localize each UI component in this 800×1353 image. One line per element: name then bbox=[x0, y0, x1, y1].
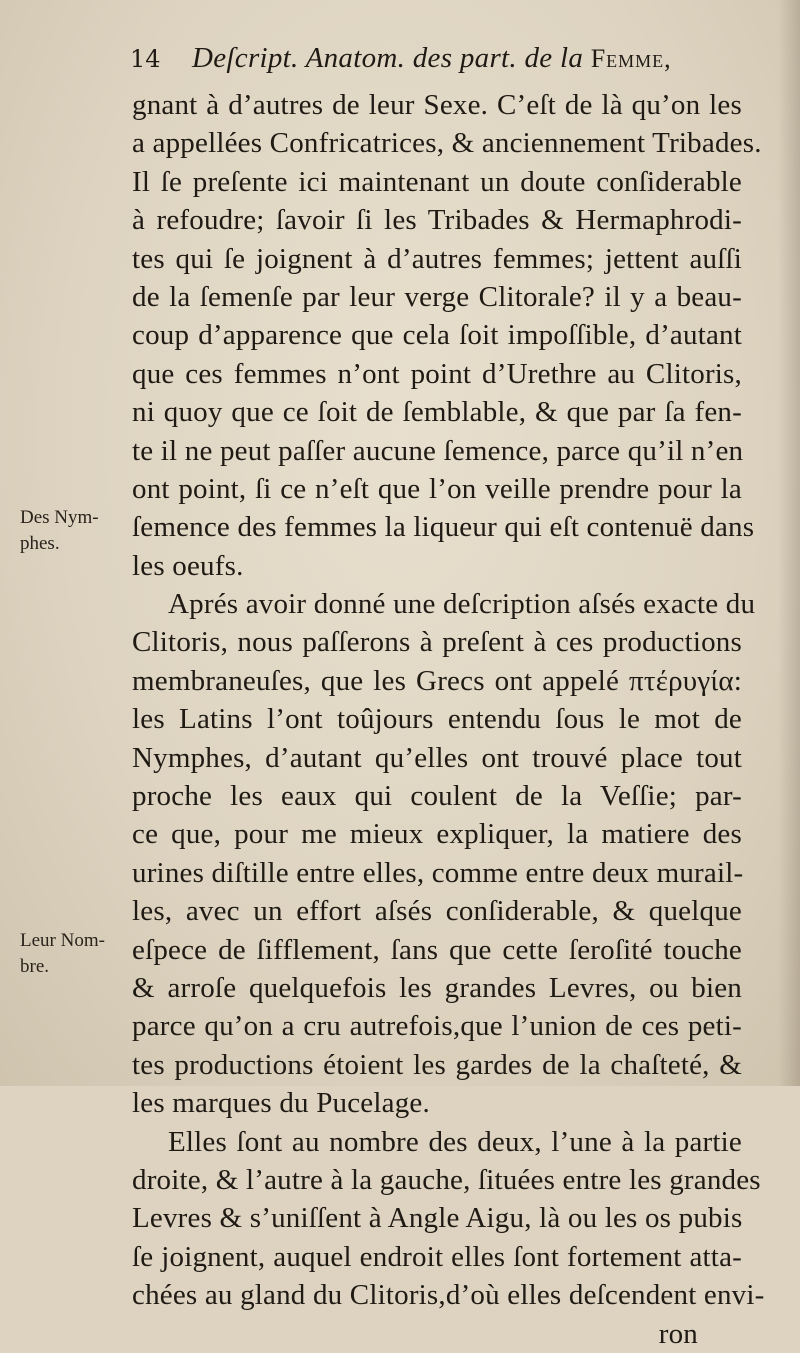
page-number: 14 bbox=[130, 45, 161, 73]
text-line: coup d’apparence que cela ſoit impoſſible, d’autant bbox=[132, 319, 742, 352]
text-line: membraneuſes, que les Grecs ont appelé πτέρυγία: bbox=[132, 664, 742, 697]
text-line: eſpece de ſifflement, ſans que cette ſeroſité touche bbox=[132, 933, 742, 966]
text-line: chées au gland du Clitoris,d’où elles deſcendent envi- bbox=[132, 1279, 765, 1312]
text-line: proche les eaux qui coulent de la Veſſie; par- bbox=[132, 780, 742, 813]
margin-note-line: Des Nym- bbox=[20, 507, 99, 528]
text-line: droite, & l’autre à la gauche, ſituées entre les grandes bbox=[132, 1163, 761, 1196]
margin-note-line: phes. bbox=[20, 533, 60, 554]
text-line: de la ſemenſe par leur verge Clitorale? il y a beau- bbox=[132, 280, 742, 313]
catchword: ron bbox=[658, 1317, 698, 1350]
text-line: Levres & s’uniſſent à Angle Aigu, là ou les os pubis bbox=[132, 1202, 743, 1235]
paragraph-start-line: Aprés avoir donné une deſcription aſsés exacte du bbox=[168, 588, 756, 621]
text-line: te il ne peut paſſer aucune ſemence, parce qu’il n’en bbox=[132, 434, 744, 467]
text-line: & arroſe quelquefois les grandes Levres, ou bien bbox=[132, 971, 742, 1004]
text-line: Clitoris, nous paſſerons à preſent à ces productions bbox=[132, 626, 742, 659]
text-line: les Latins l’ont toûjours entendu ſous le mot de bbox=[132, 703, 742, 736]
text-line: tes productions étoient les gardes de la chaſteté, & bbox=[132, 1048, 742, 1081]
text-line: ſemence des femmes la liqueur qui eſt contenuë dans bbox=[132, 511, 755, 544]
text-line: les oeufs. bbox=[132, 549, 244, 582]
text-line: tes qui ſe joignent à d’autres femmes; jettent auſſi bbox=[132, 242, 742, 275]
text-line: parce qu’on a cru autrefois,que l’union de ces peti- bbox=[132, 1010, 742, 1043]
margin-note-line: bre. bbox=[20, 956, 50, 977]
body-text bbox=[132, 86, 765, 1353]
text-line: ni quoy que ce ſoit de ſemblable, & que par ſa fen- bbox=[132, 396, 742, 429]
margin-note-line: Leur Nom- bbox=[20, 930, 105, 951]
text-line: urines diſtille entre elles, comme entre deux murail- bbox=[132, 856, 744, 889]
page-header bbox=[130, 38, 730, 78]
text-line: Nymphes, d’autant qu’elles ont trouvé place tout bbox=[132, 741, 742, 774]
text-line: Il ſe preſente ici maintenant un doute conſiderable bbox=[132, 165, 742, 198]
text-line: que ces femmes n’ont point d’Urethre au Clitoris, bbox=[132, 357, 742, 390]
running-title-text: Deſcript. Anatom. des part. de la bbox=[192, 42, 591, 74]
running-title bbox=[192, 42, 672, 74]
text-line: a appellées Confricatrices, & anciennement Tribades. bbox=[132, 127, 762, 160]
text-line: gnant à d’autres de leur Sexe. C’eſt de là qu’on les bbox=[132, 89, 742, 121]
running-title-caps: Femme, bbox=[590, 44, 672, 73]
text-line: ſe joignent, auquel endroit elles ſont fortement atta- bbox=[132, 1240, 742, 1273]
text-line: ce que, pour me mieux expliquer, la matiere des bbox=[132, 818, 742, 851]
text-line: les, avec un effort aſsés conſiderable, & quelque bbox=[132, 895, 742, 928]
text-line: les marques du Pucelage. bbox=[132, 1087, 430, 1120]
margin-note-nombre bbox=[20, 928, 120, 980]
text-line: ont point, ſi ce n’eſt que l’on veille prendre pour la bbox=[132, 472, 742, 505]
page-edge-shadow bbox=[778, 0, 800, 1086]
paragraph-start-line: Elles ſont au nombre des deux, l’une à la partie bbox=[168, 1125, 742, 1158]
text-line: à refoudre; ſavoir ſi les Tribades & Hermaphrodi- bbox=[132, 204, 742, 237]
margin-note-nymphes bbox=[20, 505, 120, 557]
